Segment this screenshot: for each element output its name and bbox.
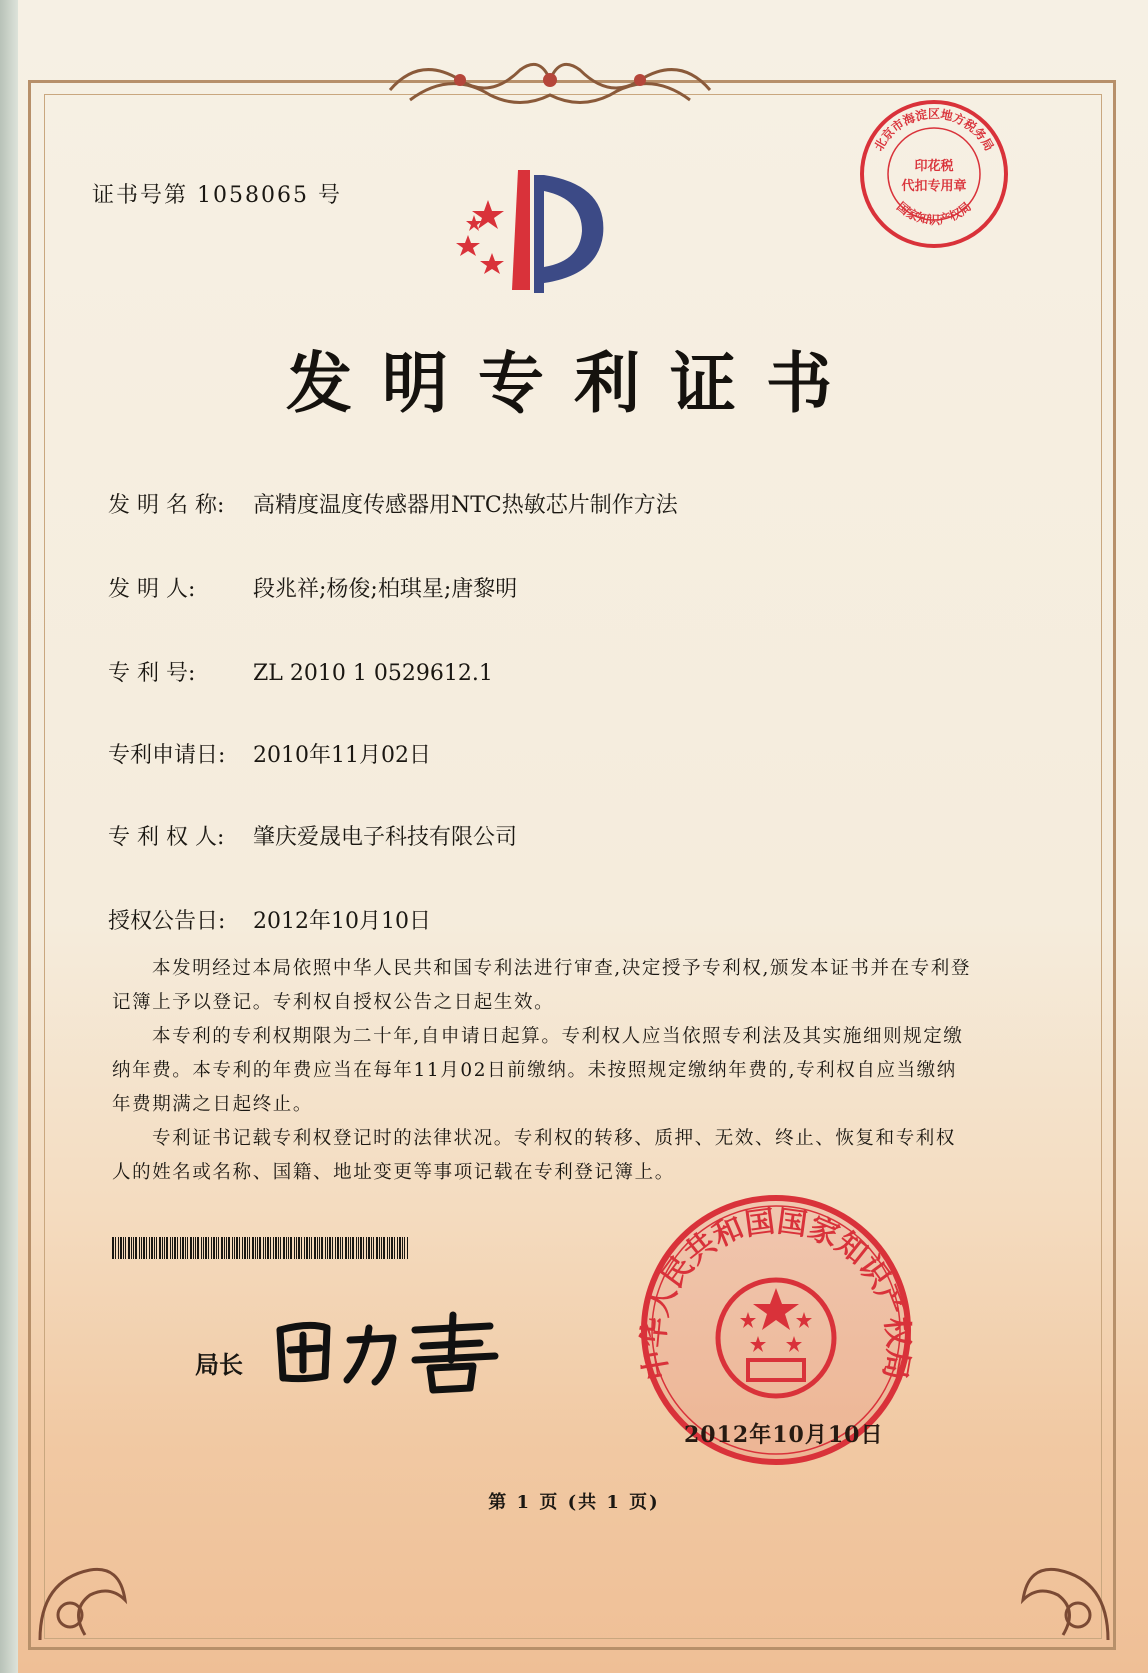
barcode-bar <box>239 1237 240 1259</box>
tax-seal-icon <box>856 96 1012 252</box>
barcode-bar <box>259 1237 261 1259</box>
barcode-bar <box>309 1237 310 1259</box>
barcode-bar <box>325 1237 326 1259</box>
barcode-bar <box>399 1237 401 1259</box>
barcode-bar <box>203 1237 204 1259</box>
barcode-bar <box>335 1237 336 1259</box>
barcode-bar <box>265 1237 266 1259</box>
certificate-number-suffix: 号 <box>318 183 343 208</box>
barcode-bar <box>314 1237 316 1259</box>
barcode-bar <box>149 1237 150 1259</box>
barcode-bar <box>321 1237 323 1259</box>
field-patentee <box>108 820 517 851</box>
barcode-bar <box>115 1237 116 1259</box>
field-label: 专利申请日: <box>108 743 226 768</box>
barcode-bar <box>154 1237 155 1259</box>
certificate-number <box>92 178 342 209</box>
barcode-bar <box>143 1237 145 1259</box>
field-label: 授权公告日: <box>108 909 226 934</box>
barcode-bar <box>226 1237 227 1259</box>
top-ornament-icon <box>380 50 720 114</box>
barcode-bar <box>317 1237 318 1259</box>
barcode-bar <box>112 1237 114 1259</box>
barcode-bar <box>128 1237 130 1259</box>
barcode-bar <box>123 1237 124 1259</box>
field-invention-name <box>108 488 678 519</box>
barcode-bar <box>133 1237 134 1259</box>
barcode-bar <box>267 1237 269 1259</box>
barcode-bar <box>216 1237 217 1259</box>
certificate-title: 发明专利证书 <box>286 344 862 422</box>
barcode-bar <box>379 1237 380 1259</box>
field-value: ZL 2010 1 0529612.1 <box>253 661 493 686</box>
barcode-icon <box>112 1237 408 1259</box>
barcode-bar <box>368 1237 370 1259</box>
barcode-bar <box>342 1237 343 1259</box>
barcode-bar <box>306 1237 308 1259</box>
barcode-bar <box>211 1237 212 1259</box>
page-indicator: 第 1 页 (共 1 页) <box>488 1492 660 1513</box>
barcode-bar <box>249 1237 250 1259</box>
barcode-bar <box>195 1237 196 1259</box>
barcode-bar <box>389 1237 390 1259</box>
barcode-bar <box>391 1237 393 1259</box>
barcode-bar <box>257 1237 258 1259</box>
barcode-bar <box>166 1237 168 1259</box>
barcode-bar <box>296 1237 297 1259</box>
barcode-bar <box>208 1237 209 1259</box>
barcode-bar <box>118 1237 119 1259</box>
barcode-bar <box>407 1237 408 1259</box>
barcode-bar <box>376 1237 378 1259</box>
barcode-bar <box>190 1237 192 1259</box>
field-value: 2012年10月10日 <box>253 909 431 934</box>
field-value: 段兆祥;杨俊;柏琪星;唐黎明 <box>253 577 518 602</box>
barcode-bar <box>298 1237 300 1259</box>
barcode-bar <box>270 1237 271 1259</box>
barcode-bar <box>228 1237 230 1259</box>
barcode-bar <box>213 1237 215 1259</box>
svg-text:国家知识产权局 <box>894 199 974 226</box>
barcode-bar <box>273 1237 274 1259</box>
barcode-bar <box>151 1237 153 1259</box>
barcode-bar <box>383 1237 385 1259</box>
barcode-bar <box>146 1237 147 1259</box>
barcode-bar <box>402 1237 403 1259</box>
barcode-bar <box>286 1237 287 1259</box>
field-label: 专 利 权 人: <box>108 825 225 850</box>
barcode-bar <box>172 1237 173 1259</box>
barcode-bar <box>329 1237 331 1259</box>
barcode-bar <box>387 1237 388 1259</box>
tax-seal-ring-text: 北京市海淀区地方税务局 <box>871 107 997 154</box>
barcode-bar <box>340 1237 341 1259</box>
barcode-bar <box>180 1237 181 1259</box>
barcode-bar <box>197 1237 199 1259</box>
barcode-bar <box>404 1237 405 1259</box>
field-value: 2010年11月02日 <box>253 743 431 768</box>
barcode-bar <box>159 1237 161 1259</box>
barcode-bar <box>221 1237 223 1259</box>
barcode-bar <box>205 1237 207 1259</box>
field-value: 高精度温度传感器用NTC热敏芯片制作方法 <box>253 493 678 518</box>
barcode-bar <box>232 1237 233 1259</box>
barcode-bar <box>345 1237 347 1259</box>
barcode-bar <box>280 1237 281 1259</box>
barcode-bar <box>263 1237 264 1259</box>
barcode-bar <box>290 1237 292 1259</box>
body-paragraph-3: 专利证书记载专利权登记时的法律状况。专利权的转移、质押、无效、终止、恢复和专利权人的姓名或名称、国籍、地址变更等事项记载在专利登记簿上。 <box>112 1128 957 1183</box>
scan-edge <box>0 0 18 1673</box>
barcode-bar <box>185 1237 186 1259</box>
field-grant-date <box>108 904 431 935</box>
body-paragraph-1: 本发明经过本局依照中华人民共和国专利法进行审查,决定授予专利权,颁发本证书并在专利登记簿上予以登记。专利权自授权公告之日起生效。 <box>112 958 971 1013</box>
barcode-bar <box>162 1237 163 1259</box>
barcode-bar <box>394 1237 395 1259</box>
barcode-bar <box>242 1237 243 1259</box>
barcode-bar <box>174 1237 176 1259</box>
barcode-bar <box>131 1237 132 1259</box>
director-signature <box>265 1300 505 1395</box>
barcode-bar <box>348 1237 349 1259</box>
body-paragraph-2: 本专利的专利权期限为二十年,自申请日起算。专利权人应当依照专利法及其实施细则规定缴纳年费。本专利的年费应当在每年11月02日前缴纳。未按照规定缴纳年费的,专利权自应当缴纳年费期满之日起终止。 <box>112 1026 964 1115</box>
field-label: 发 明 人: <box>108 577 196 602</box>
barcode-bar <box>120 1237 122 1259</box>
barcode-bar <box>201 1237 202 1259</box>
certificate-number-value: 1058065 <box>197 183 309 208</box>
barcode-bar <box>187 1237 188 1259</box>
certificate-number-label: 证书号第 <box>92 183 189 208</box>
barcode-bar <box>397 1237 398 1259</box>
field-patent-number <box>108 656 493 687</box>
tax-seal-center-1: 印花税 <box>914 159 954 174</box>
barcode-bar <box>182 1237 184 1259</box>
barcode-bar <box>139 1237 140 1259</box>
barcode-bar <box>156 1237 157 1259</box>
barcode-bar <box>218 1237 219 1259</box>
office-seal-text: 中华人民共和国国家知识产权局 <box>636 1204 916 1383</box>
svg-text:北京市海淀区地方税务局 <box>872 106 997 153</box>
barcode-bar <box>236 1237 238 1259</box>
barcode-bar <box>193 1237 194 1259</box>
barcode-bar <box>356 1237 357 1259</box>
barcode-bar <box>319 1237 320 1259</box>
field-label: 专 利 号: <box>108 661 196 686</box>
barcode-bar <box>350 1237 351 1259</box>
seal-date: 2012年10月10日 <box>684 1422 884 1448</box>
field-label: 发 明 名 称: <box>108 493 225 518</box>
barcode-bar <box>332 1237 333 1259</box>
barcode-bar <box>252 1237 254 1259</box>
barcode-bar <box>278 1237 279 1259</box>
barcode-bar <box>352 1237 354 1259</box>
barcode-bar <box>381 1237 382 1259</box>
barcode-bar <box>363 1237 364 1259</box>
barcode-bar <box>275 1237 277 1259</box>
barcode-bar <box>366 1237 367 1259</box>
barcode-bar <box>288 1237 289 1259</box>
field-inventors <box>108 572 517 603</box>
barcode-bar <box>141 1237 142 1259</box>
barcode-bar <box>135 1237 137 1259</box>
barcode-bar <box>337 1237 339 1259</box>
tax-seal-center-2: 代扣专用章 <box>901 179 967 194</box>
barcode-bar <box>255 1237 256 1259</box>
barcode-bar <box>234 1237 235 1259</box>
corner-ornament-icon <box>30 1540 140 1650</box>
barcode-bar <box>170 1237 171 1259</box>
barcode-bar <box>327 1237 328 1259</box>
tax-seal-bottom-text: 国家知识产权局 <box>894 199 974 227</box>
barcode-bar <box>301 1237 302 1259</box>
barcode-bar <box>244 1237 246 1259</box>
barcode-bar <box>360 1237 362 1259</box>
barcode-bar <box>247 1237 248 1259</box>
barcode-bar <box>224 1237 225 1259</box>
barcode-bar <box>125 1237 126 1259</box>
barcode-bar <box>358 1237 359 1259</box>
signature-label: 局长 <box>195 1350 243 1379</box>
barcode-bar <box>373 1237 374 1259</box>
barcode-bar <box>164 1237 165 1259</box>
patent-office-logo-icon <box>448 155 628 305</box>
barcode-bar <box>304 1237 305 1259</box>
barcode-bar <box>177 1237 178 1259</box>
field-value: 肇庆爱晟电子科技有限公司 <box>253 825 518 850</box>
barcode-bar <box>311 1237 312 1259</box>
field-application-date <box>108 738 431 769</box>
barcode-bar <box>294 1237 295 1259</box>
corner-ornament-icon <box>1008 1540 1118 1650</box>
barcode-bar <box>371 1237 372 1259</box>
certificate-inner-border <box>44 94 1102 1639</box>
barcode-bar <box>283 1237 285 1259</box>
